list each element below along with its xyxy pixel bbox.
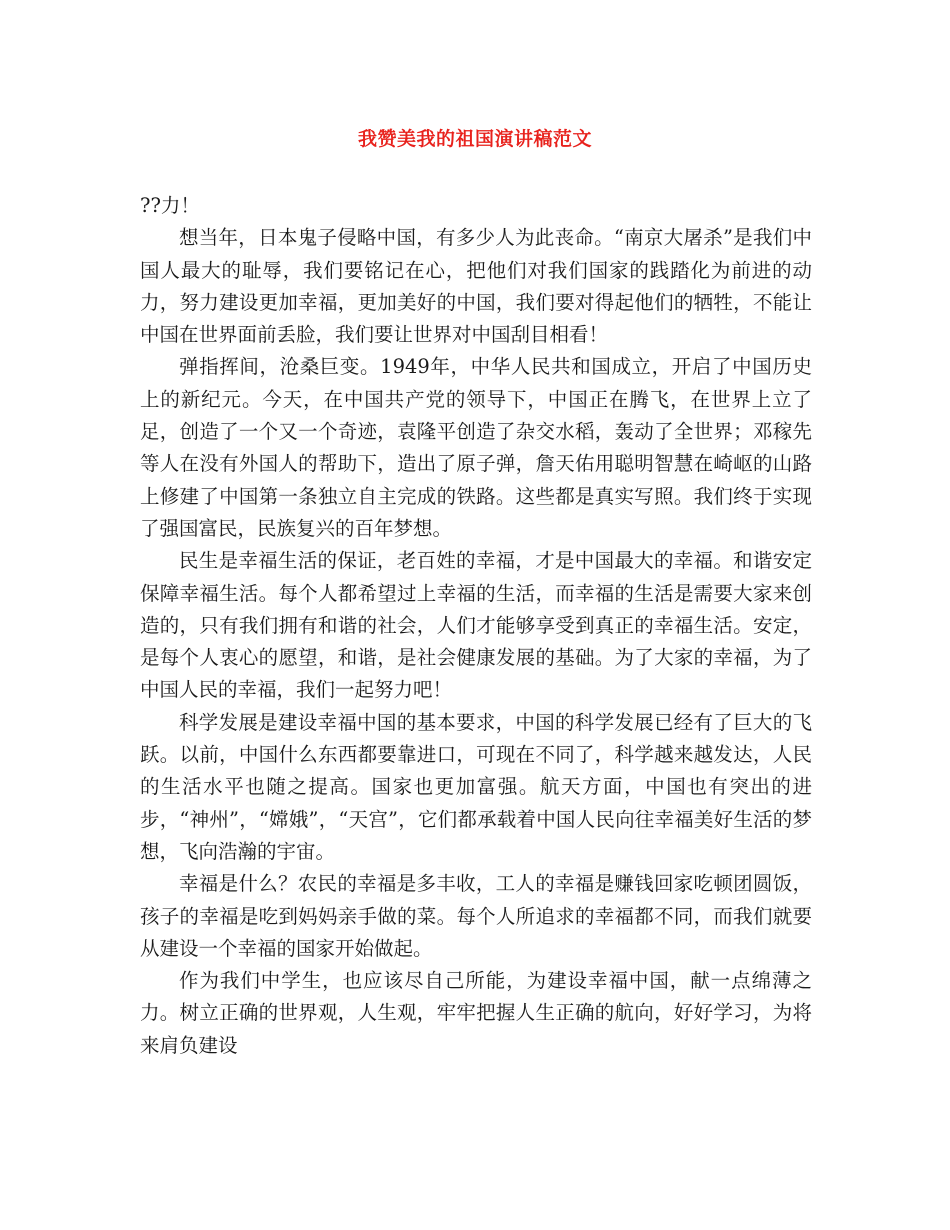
document-title: 我赞美我的祖国演讲稿范文 [357, 128, 592, 150]
paragraph-happiness: 幸福是什么？农民的幸福是多丰收，工人的幸福是赚钱回家吃顿团圆饭，孩子的幸福是吃到妈妈亲手做的菜。每个人所追求的幸福都不同，而我们就要从建设一个幸福的国家开始做起。 [140, 872, 812, 960]
paragraph-nanjing: 想当年，日本鬼子侵略中国，有多少人为此丧命。“南京大屠杀”是我们中国人最大的耻辱，我们要铭记在心，把他们对我们国家的践踏化为前进的动力，努力建设更加幸福，更加美好的中国，我们要对得起他们的牺牲，不能让中国在世界面前丢脸，我们要让世界对中国刮目相看！ [140, 226, 812, 347]
paragraph-science: 科学发展是建设幸福中国的基本要求，中国的科学发展已经有了巨大的飞跃。以前，中国什么东西都要靠进口，可现在不同了，科学越来越发达，人民的生活水平也随之提高。国家也更加富强。航天方面，中国也有突出的进步，“神州”，“嫦娥”，“天宫”，它们都承载着中国人民向往幸福美好生活的梦想，飞向浩瀚的宇宙。 [140, 710, 812, 863]
paragraph-fragment: ??力！ [140, 194, 200, 217]
paragraph-1949: 弹指挥间，沧桑巨变。1949年，中华人民共和国成立，开启了中国历史上的新纪元。今天，在中国共产党的领导下，中国正在腾飞，在世界上立了足，创造了一个又一个奇迹，袁隆平创造了杂交水稻，轰动了全世界；邓稼先等人在没有外国人的帮助下，造出了原子弹，詹天佑用聪明智慧在崎岖的山路上修建了中国第一条独立自主完成的铁路。这些都是真实写照。我们终于实现了强国富民，民族复兴的百年梦想。 [140, 355, 812, 540]
document-body [140, 190, 812, 1062]
paragraph-livelihood: 民生是幸福生活的保证，老百姓的幸福，才是中国最大的幸福。和谐安定保障幸福生活。每个人都希望过上幸福的生活，而幸福的生活是需要大家来创造的，只有我们拥有和谐的社会，人们才能够享受到真正的幸福生活。安定，是每个人衷心的愿望，和谐，是社会健康发展的基础。为了大家的幸福，为了中国人民的幸福，我们一起努力吧！ [140, 549, 812, 702]
paragraph-students: 作为我们中学生，也应该尽自己所能，为建设幸福中国，献一点绵薄之力。树立正确的世界观，人生观，牢牢把握人生正确的航向，好好学习，为将来肩负建设 [140, 969, 812, 1057]
